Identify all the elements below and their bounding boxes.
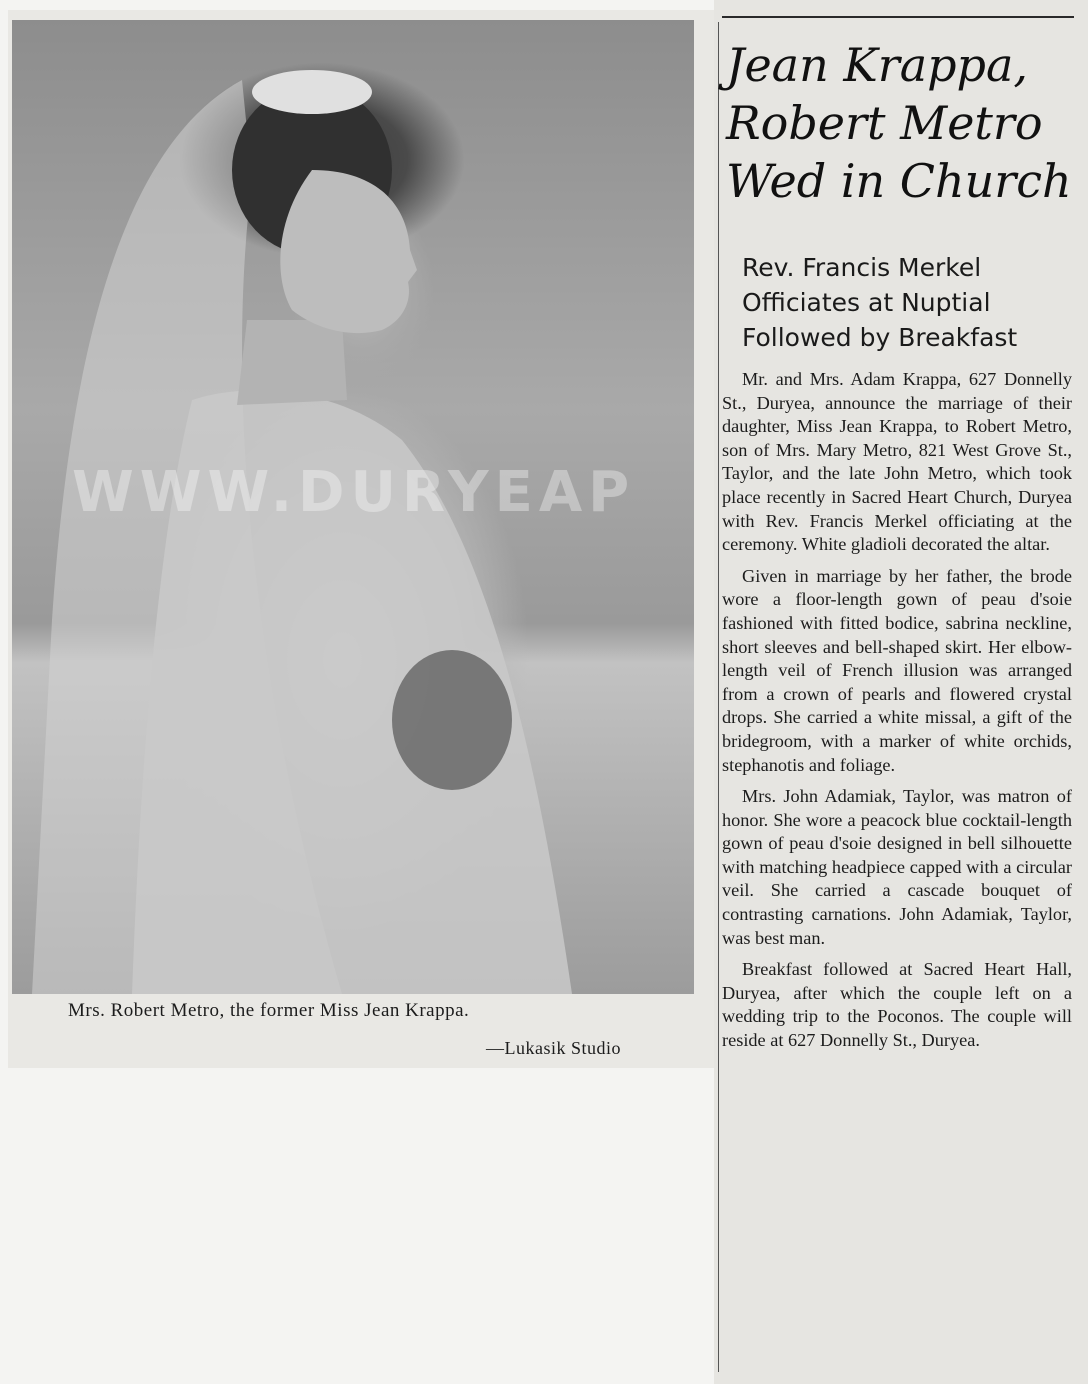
headline-line: Robert Metro [726, 96, 1043, 150]
photo-caption: Mrs. Robert Metro, the former Miss Jean Krappa. [68, 1000, 470, 1021]
article-paragraph: Given in marriage by her father, the brode wore a floor-length gown of peau d'soie fashioned with fitted bodice, sabrina neckline, short sleeves and bell-shaped skirt. Her elbow-length veil of French illusion was arranged from a crown of pearls and flowered crystal drops. She carried a white missal, a gift of the bridegroom, with a marker of white orchids, stephanotis and foliage. [722, 565, 1072, 775]
column-rule [718, 22, 719, 1372]
article-paragraph: Mr. and Mrs. Adam Krappa, 627 Donnelly St., Duryea, announce the marriage of their daughter, Miss Jean Krappa, to Robert Metro, son of Mrs. Mary Metro, 821 West Grove St., Taylor, and the late John Metro, which took place recently in Sacred Heart Church, Duryea with Rev. Francis Merkel officiating at the ceremony. White gladioli decorated the altar. [722, 369, 1072, 555]
watermark-text: WWW.DURYEAP [72, 460, 636, 525]
subheadline [742, 250, 1078, 355]
headline [726, 36, 1076, 210]
subhead-line: Rev. Francis Merkel [742, 253, 982, 282]
article-paragraph: Breakfast followed at Sacred Heart Hall, Duryea, after which the couple left on a wedding trip to the Poconos. The couple will reside at 627 Donnelly St., Duryea. [722, 959, 1072, 1051]
article-body [722, 368, 1072, 1061]
subhead-line: Officiates at Nuptial [742, 288, 991, 317]
bride-portrait-photo [12, 20, 694, 994]
photo-credit: —Lukasik Studio [486, 1038, 622, 1058]
article-paragraph: Mrs. John Adamiak, Taylor, was matron of honor. She wore a peacock blue cocktail-length gown of peau d'soie designed in bell silhouette with matching headpiece capped with a circular veil. She carried a cascade bouquet of contrasting carnations. John Adamiak, Taylor, was best man. [722, 786, 1072, 948]
headline-line: Wed in Church [726, 154, 1072, 208]
top-rule [722, 16, 1074, 18]
subhead-line: Followed by Breakfast [742, 323, 1018, 352]
headline-line: Jean Krappa, [726, 38, 1029, 92]
